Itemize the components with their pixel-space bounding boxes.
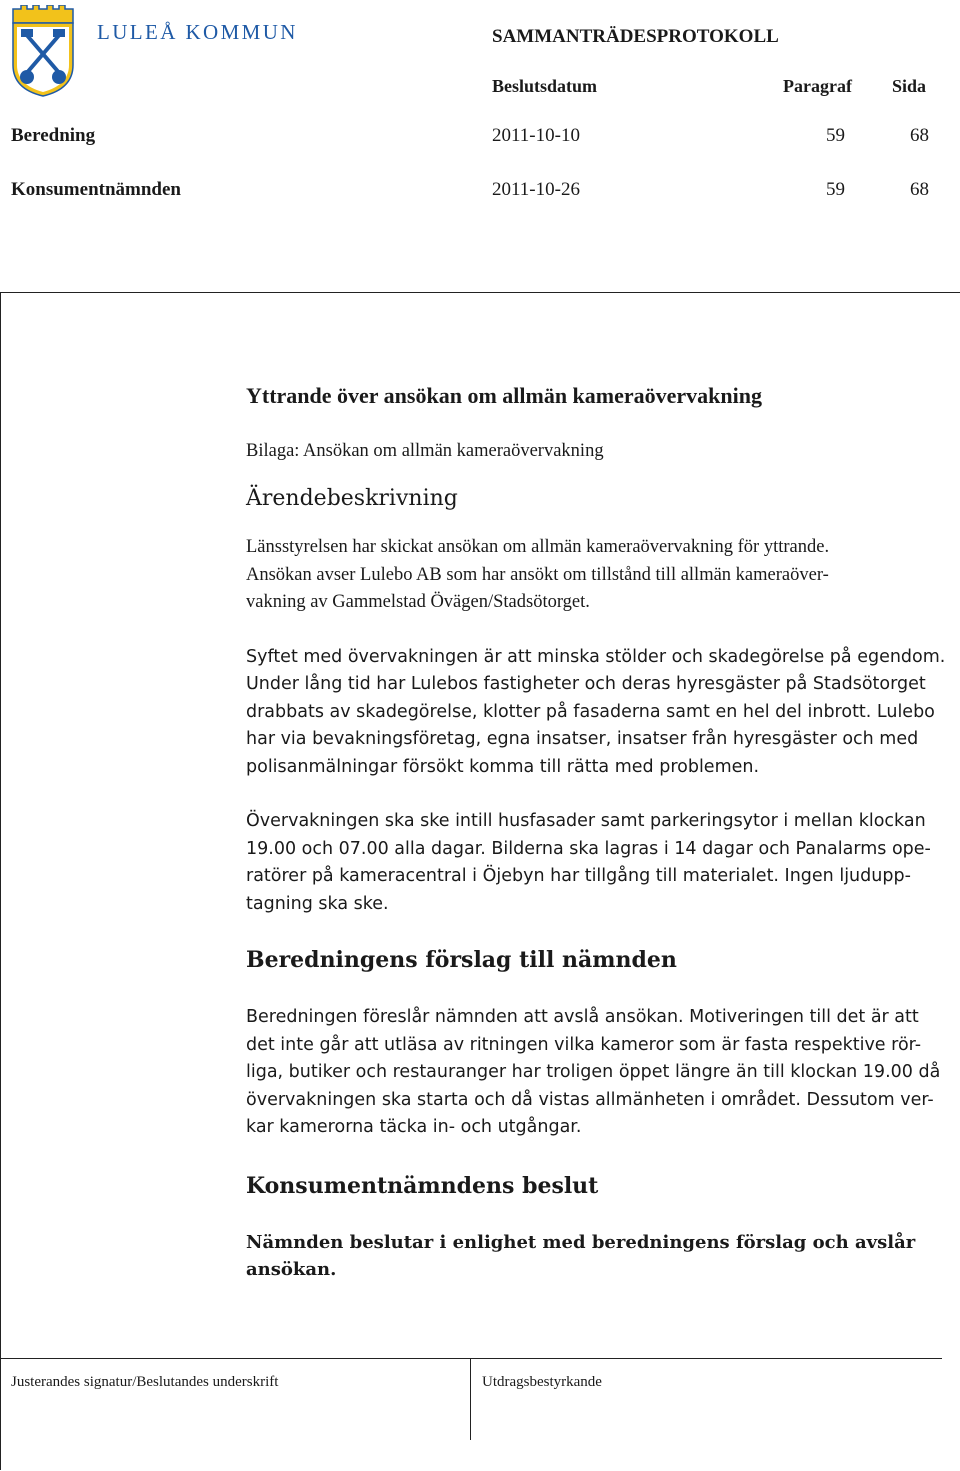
text-line: har via bevakningsföretag, egna insatser, insatser från hyresgäster och med <box>246 729 919 749</box>
content-frame-top-border <box>0 292 960 293</box>
paragraph-surveillance-details <box>246 808 952 918</box>
text-line: liga, butiker och restauranger har troligen öppet längre än till klockan 19.00 då <box>246 1062 941 1082</box>
text-line: ratörer på kameracentral i Öjebyn har tillgång till materialet. Ingen ljudupp- <box>246 866 911 886</box>
row-body-name: Beredning <box>11 125 96 146</box>
attachment-line: Bilaga: Ansökan om allmän kameraövervakning <box>246 441 604 461</box>
document-title: Yttrande över ansökan om allmän kameraövervakning <box>246 383 762 408</box>
paragraph-proposal <box>246 1004 952 1142</box>
row-date: 2011-10-10 <box>492 125 580 146</box>
document-type-title: SAMMANTRÄDESPROTOKOLL <box>492 26 779 47</box>
row-page: 68 <box>910 179 929 200</box>
column-header-paragraph: Paragraf <box>783 76 852 96</box>
text-line: tagning ska ske. <box>246 893 389 914</box>
text-line: övervakningen ska starta och då vistas allmänheten i området. Dessutom ver- <box>246 1089 934 1110</box>
extract-line <box>470 1358 942 1359</box>
paragraph-description <box>246 534 952 617</box>
text-line: Ansökan avser Lulebo AB som har ansökt om tillstånd till allmän kameraöver- <box>246 564 829 585</box>
organization-name: LULEÅ KOMMUN <box>97 20 298 44</box>
paragraph-purpose <box>246 644 952 782</box>
municipality-coat-of-arms-logo <box>11 5 75 97</box>
row-paragraph: 59 <box>826 125 845 146</box>
text-line: Länsstyrelsen har skickat ansökan om allmän kameraövervakning för yttrande. <box>246 537 830 557</box>
signature-label: Justerandes signatur/Beslutandes underskrift <box>11 1374 279 1390</box>
content-frame-left-border <box>0 292 1 1470</box>
row-date: 2011-10-26 <box>492 179 580 200</box>
column-header-date: Beslutsdatum <box>492 76 598 96</box>
text-line: Beredningen föreslår nämnden att avslå ansökan. Motiveringen till det är att <box>246 1007 919 1027</box>
text-line: drabbats av skadegörelse, klotter på fasaderna samt en hel del inbrott. Lulebo <box>246 701 935 722</box>
decision-text: Nämnden beslutar i enlighet med beredningens förslag och avslår ansökan. <box>246 1231 916 1280</box>
row-paragraph: 59 <box>826 179 845 200</box>
section-heading-decision: Konsumentnämndens beslut <box>246 1172 599 1199</box>
section-heading-proposal: Beredningens förslag till nämnden <box>246 947 677 973</box>
section-heading-description: Ärendebeskrivning <box>246 486 458 511</box>
text-line: Under lång tid har Lulebos fastigheter och deras hyresgäster på Stadsötorget <box>246 674 926 694</box>
signature-divider <box>470 1358 471 1440</box>
document-body <box>246 381 952 1283</box>
signature-line <box>0 1358 470 1359</box>
text-line: vakning av Gammelstad Övägen/Stadsötorget. <box>246 592 590 612</box>
text-line: det inte går att utläsa av ritningen vilka kameror som är fasta respektive rör- <box>246 1034 922 1055</box>
text-line: polisanmälningar försökt komma till rätta med problemen. <box>246 756 760 777</box>
row-body-name: Konsumentnämnden <box>11 179 181 200</box>
extract-certification-label: Utdragsbestyrkande <box>482 1374 602 1390</box>
text-line: 19.00 och 07.00 alla dagar. Bilderna ska lagras i 14 dagar och Panalarms ope- <box>246 838 931 859</box>
column-header-page: Sida <box>892 76 927 96</box>
text-line: Syftet med övervakningen är att minska stölder och skadegörelse på egendom. <box>246 646 946 667</box>
row-page: 68 <box>910 125 929 146</box>
text-line: kar kamerorna täcka in- och utgångar. <box>246 1117 582 1137</box>
text-line: Övervakningen ska ske intill husfasader samt parkeringsytor i mellan klockan <box>246 811 926 831</box>
